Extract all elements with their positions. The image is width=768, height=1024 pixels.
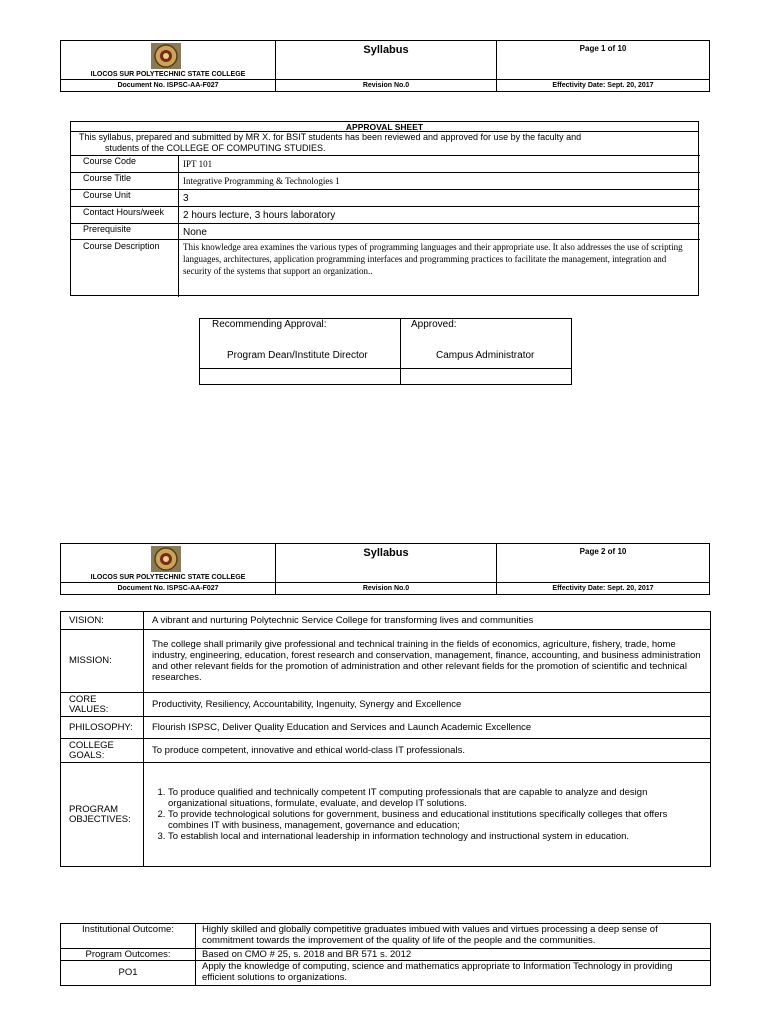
revision-number: Revision No.0	[276, 583, 497, 594]
document-title: Syllabus	[276, 41, 497, 79]
vision-label: VISION:	[61, 612, 144, 629]
philosophy-row	[61, 717, 710, 739]
program-objectives-list	[152, 787, 702, 842]
philosophy-label: PHILOSOPHY:	[61, 717, 144, 738]
core-values-row	[61, 693, 710, 717]
program-outcomes-label: Program Outcomes:	[61, 949, 196, 960]
vision-value: A vibrant and nurturing Polytechnic Service College for transforming lives and communities	[152, 615, 534, 626]
course-unit-value: 3	[183, 193, 189, 204]
program-outcomes-value: Based on CMO # 25, s. 2018 and BR 571 s. 2012	[202, 949, 412, 960]
college-name: ILOCOS SUR POLYTECHNIC STATE COLLEGE	[90, 71, 246, 78]
effectivity-date: Effectivity Date: Sept. 20, 2017	[552, 585, 654, 592]
institutional-outcome-value: Highly skilled and globally competitive graduates imbued with values and virtues processing a deep sense of commitment towards the improvement of the quality of life of the people and the communities.	[202, 924, 658, 946]
college-goals-row	[61, 739, 710, 763]
mission-label: MISSION:	[61, 630, 144, 692]
institutional-outcome-row	[61, 924, 710, 949]
college-name: ILOCOS SUR POLYTECHNIC STATE COLLEGE	[90, 574, 246, 581]
course-code-label: Course Code	[83, 156, 137, 166]
core-values-value: Productivity, Resiliency, Accountability, Ingenuity, Synergy and Excellence	[152, 699, 462, 710]
po1-value: Apply the knowledge of computing, science and mathematics appropriate to Information Technology in providing efficient solutions to organizations.	[202, 961, 673, 983]
po1-label: PO1	[61, 961, 196, 985]
course-description-label: Course Description	[83, 241, 160, 251]
contact-hours-label: Contact Hours/week	[83, 207, 165, 217]
vmgo-table	[60, 611, 711, 867]
course-title-label: Course Title	[83, 173, 132, 183]
page-number: Page 1 of 10	[579, 44, 627, 53]
course-unit-label: Course Unit	[83, 190, 131, 200]
philosophy-value: Flourish ISPSC, Deliver Quality Education and Services and Launch Academic Excellence	[152, 722, 532, 733]
outcomes-table	[60, 923, 711, 986]
approval-title: APPROVAL SHEET	[71, 122, 698, 132]
prerequisite-label: Prerequisite	[83, 224, 132, 234]
vision-row	[61, 612, 710, 630]
course-code-value: IPT 101	[183, 159, 213, 169]
contact-hours-value: 2 hours lecture, 3 hours laboratory	[183, 210, 336, 221]
college-goals-value: To produce competent, innovative and ethical world-class IT professionals.	[152, 745, 465, 756]
document-number: Document No. ISPSC-AA-F027	[61, 80, 276, 91]
revision-number: Revision No.0	[276, 80, 497, 91]
approved-label: Approved:	[411, 319, 457, 330]
campus-administrator-label: Campus Administrator	[436, 350, 535, 361]
college-seal-icon	[151, 546, 181, 572]
course-title-value: Integrative Programming & Technologies 1	[183, 176, 340, 186]
college-goals-label: COLLEGE GOALS:	[61, 739, 144, 762]
list-item: 1. To produce qualified and technically competent IT computing professionals that are capable to analyze and design organizational situations, formulate, evaluate, and develop IT solutions.	[168, 787, 702, 809]
page-header-1	[60, 40, 710, 92]
core-values-label: CORE VALUES:	[61, 693, 144, 716]
prerequisite-value: None	[183, 227, 207, 238]
program-dean-label: Program Dean/Institute Director	[227, 350, 368, 361]
approval-intro: This syllabus, prepared and submitted by MR X. for BSIT students has been reviewed and approved for use by the faculty and students of the COLLEGE OF COMPUTING STUDIES.	[79, 132, 582, 153]
mission-row	[61, 630, 710, 693]
program-objectives-label: PROGRAM OBJECTIVES:	[61, 763, 144, 866]
effectivity-date: Effectivity Date: Sept. 20, 2017	[552, 82, 654, 89]
list-item: 2. To provide technological solutions for government, business and educational institutions specifically colleges that offers combines IT with business, management, governance and education;	[168, 809, 702, 831]
program-objectives-row	[61, 763, 710, 866]
page-number: Page 2 of 10	[579, 547, 627, 556]
document-number: Document No. ISPSC-AA-F027	[61, 583, 276, 594]
signature-block	[199, 318, 572, 385]
college-seal-icon	[151, 43, 181, 69]
course-description-value: This knowledge area examines the various types of programming languages and their appropriate use. It also addresses the use of scripting languages, architectures, application programming interfaces and programming practices to facilitate the management, integration and security of the systems that support an organization..	[183, 242, 683, 276]
po1-row	[61, 961, 710, 985]
program-outcomes-row	[61, 949, 710, 961]
list-item: 3. To establish local and international leadership in information technology and instructional system in education.	[168, 831, 702, 842]
institutional-outcome-label: Institutional Outcome:	[61, 924, 196, 948]
page-header-2	[60, 543, 710, 595]
recommending-approval-label: Recommending Approval:	[212, 319, 327, 330]
approval-sheet	[70, 121, 699, 296]
document-title: Syllabus	[276, 544, 497, 582]
mission-value: The college shall primarily give professional and technical training in the fields of economics, agriculture, fishery, trade, home industry, engineering, education, forest research and conservation, management, finance, accounting, and business administration and other relevant fields for the promotion of administration and other relevant fields for the promotion of scientific and technical researches.	[152, 639, 701, 683]
